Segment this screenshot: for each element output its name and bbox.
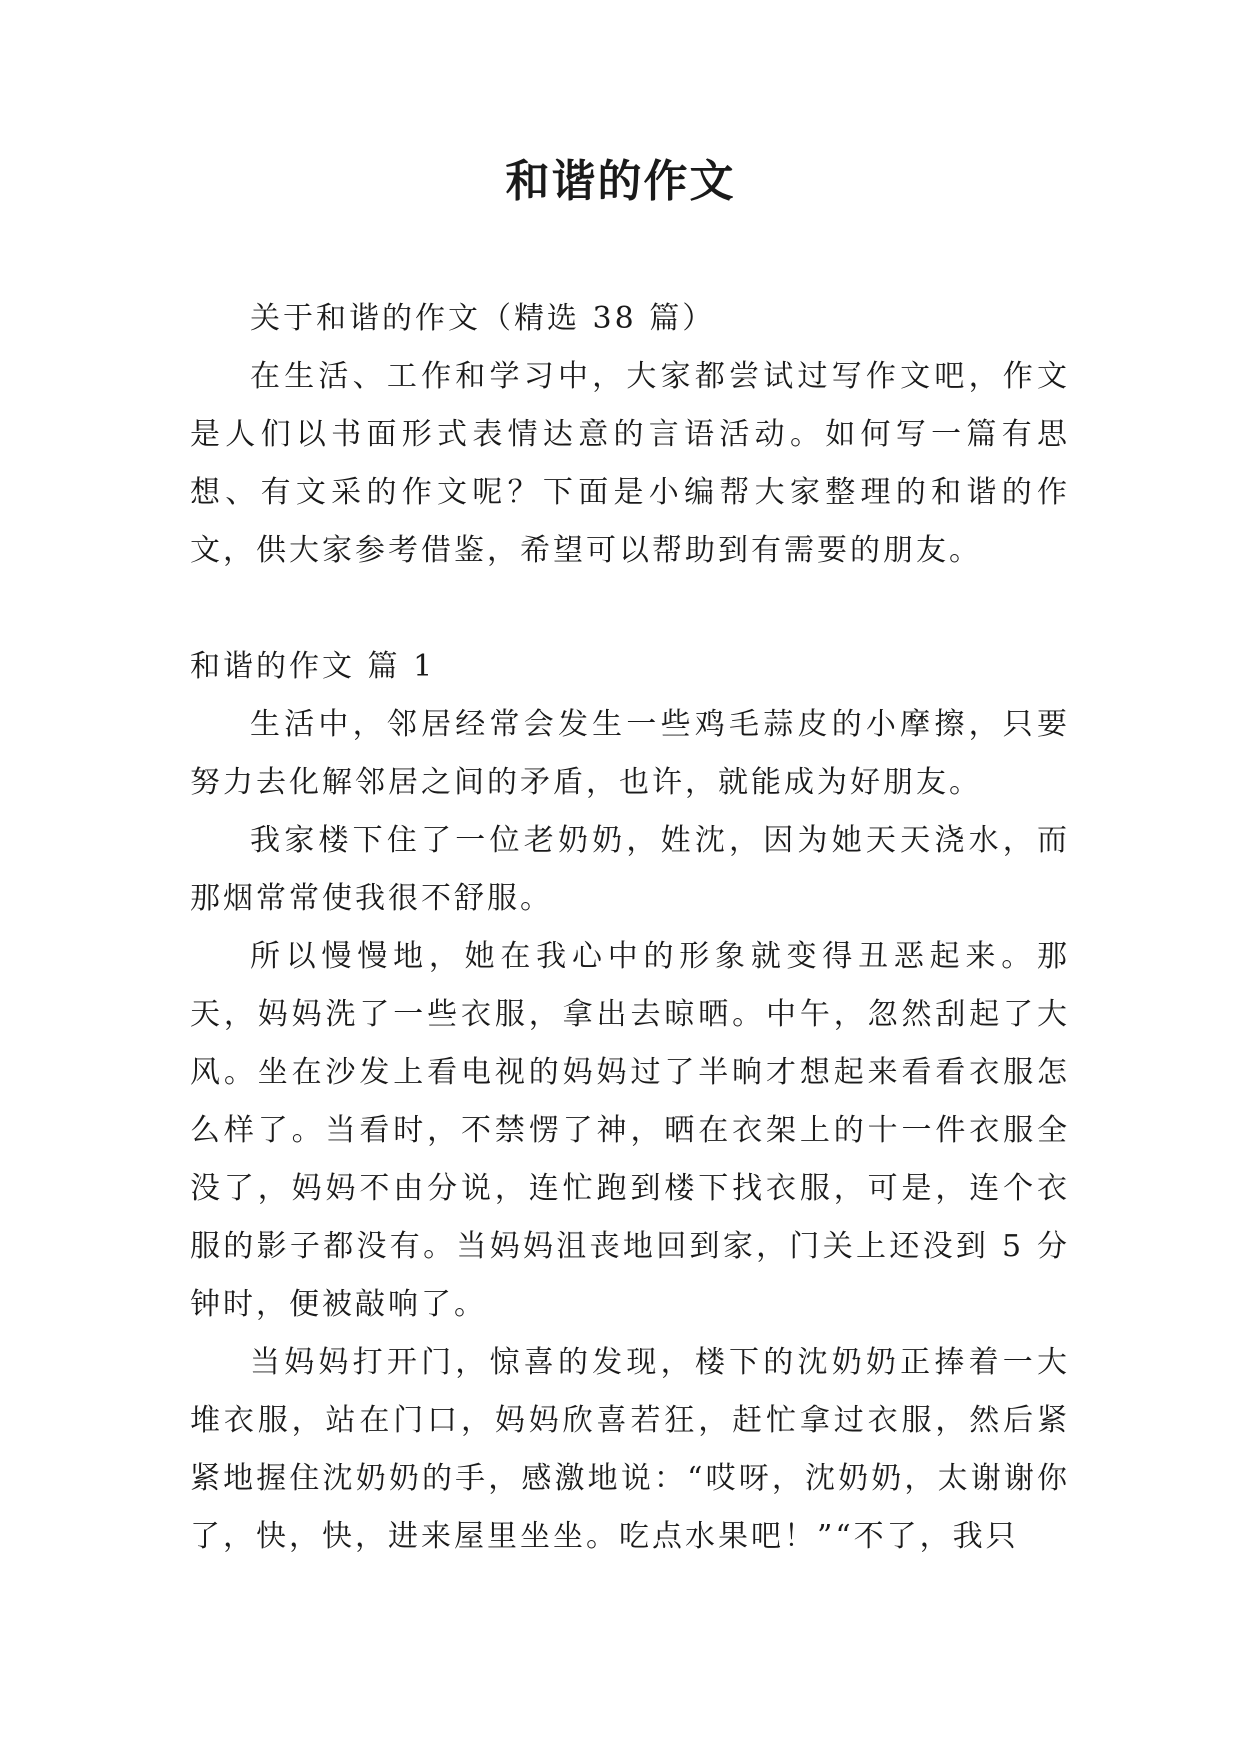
body-paragraph: 我家楼下住了一位老奶奶，姓沈，因为她天天浇水，而那烟常常使我很不舒服。 xyxy=(190,823,1070,916)
body-paragraph: 生活中，邻居经常会发生一些鸡毛蒜皮的小摩擦，只要努力去化解邻居之间的矛盾，也许，就能成为好朋友。 xyxy=(190,707,1070,800)
body-paragraph: 当妈妈打开门，惊喜的发现，楼下的沈奶奶正捧着一大堆衣服，站在门口，妈妈欣喜若狂，赶忙拿过衣服，然后紧紧地握住沈奶奶的手，感激地说：“哎呀，沈奶奶，太谢谢你了，快，快，进来屋里坐坐。吃点水果吧！”“不了，我只 xyxy=(190,1345,1070,1554)
document-title: 和谐的作文 xyxy=(505,156,736,207)
document-body xyxy=(190,290,1070,1566)
body-paragraph: 所以慢慢地，她在我心中的形象就变得丑恶起来。那天，妈妈洗了一些衣服，拿出去晾晒。中午，忽然刮起了大风。坐在沙发上看电视的妈妈过了半晌才想起来看看衣服怎么样了。当看时，不禁愣了神，晒在衣架上的十一件衣服全没了，妈妈不由分说，连忙跑到楼下找衣服，可是，连个衣服的影子都没有。当妈妈沮丧地回到家，门关上还没到 5 分钟时，便被敲响了。 xyxy=(190,939,1070,1322)
intro-paragraph: 在生活、工作和学习中，大家都尝试过写作文吧，作文是人们以书面形式表情达意的言语活动。如何写一篇有思想、有文采的作文呢？下面是小编帮大家整理的和谐的作文，供大家参考借鉴，希望可以帮助到有需要的朋友。 xyxy=(190,359,1070,568)
document-subtitle: 关于和谐的作文（精选 38 篇） xyxy=(250,301,716,336)
section-heading: 和谐的作文 篇 1 xyxy=(190,649,436,684)
